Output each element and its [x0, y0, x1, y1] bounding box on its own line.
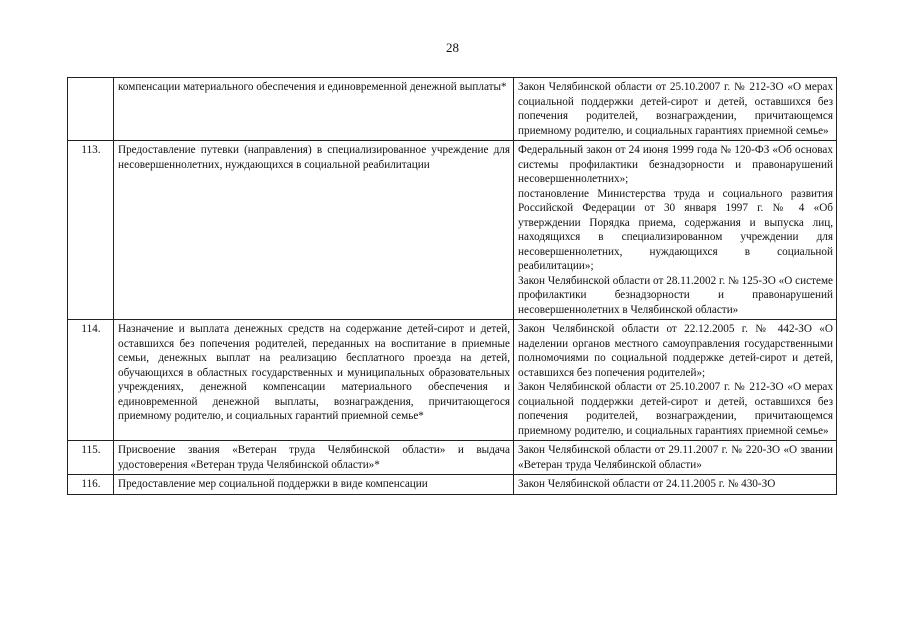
table-row	[68, 78, 837, 141]
legal-basis	[514, 475, 837, 495]
service-description: компенсации материального обеспечения и единовременной денежной выплаты*	[114, 78, 514, 141]
row-number: 116.	[68, 475, 114, 495]
services-table	[67, 77, 837, 495]
legal-act: постановление Министерства труда и социального развития Российской Федерации от 30 января 1997 г. № 4 «Об утверждении Порядка приема, содержания и выпуска лиц, находящихся в специализированном учреждении для несовершеннолетних, нуждающихся в социальной реабилитации»;	[518, 187, 833, 272]
table-row	[68, 441, 837, 475]
row-number: 113.	[68, 141, 114, 320]
service-description: Предоставление мер социальной поддержки в виде компенсации	[114, 475, 514, 495]
legal-act: Закон Челябинской области от 28.11.2002 г. № 125-ЗО «О системе профилактики безнадзорности и правонарушений несовершеннолетних в Челябинской области»	[518, 274, 833, 316]
legal-basis	[514, 320, 837, 441]
service-description: Предоставление путевки (направления) в специализированное учреждение для несовершеннолетних, нуждающихся в социальной реабилитации	[114, 141, 514, 320]
service-description: Присвоение звания «Ветеран труда Челябинской области» и выдача удостоверения «Ветеран труда Челябинской области»*	[114, 441, 514, 475]
legal-act: Закон Челябинской области от 22.12.2005 г. № 442-ЗО «О наделении органов местного самоуправления государственными полномочиями по социальной поддержке детей-сирот и детей, оставшихся без попечения родителей»;	[518, 323, 833, 379]
row-number: 115.	[68, 441, 114, 475]
legal-act: Закон Челябинской области от 24.11.2005 г. № 430-ЗО	[518, 478, 776, 490]
legal-act: Закон Челябинской области от 29.11.2007 г. № 220-ЗО «О звании «Ветеран труда Челябинской области»	[518, 444, 833, 471]
legal-basis	[514, 441, 837, 475]
legal-basis	[514, 78, 837, 141]
row-number: 114.	[68, 320, 114, 441]
table-row	[68, 320, 837, 441]
table-row	[68, 475, 837, 495]
service-description: Назначение и выплата денежных средств на содержание детей-сирот и детей, оставшихся без попечения родителей, переданных на воспитание в приемные семьи, денежных выплат на реализацию бесплатного проезда на детей, обучающихся в областных государственных и муниципальных образовательных учреждениях, денежной компенсации материального обеспечения и единовременной денежной выплаты, вознаграждения, причитающегося приемному родителю, и социальных гарантий приемной семье*	[114, 320, 514, 441]
legal-act: Федеральный закон от 24 июня 1999 года № 120-ФЗ «Об основах системы профилактики безнадзорности и правонарушений несовершеннолетних»;	[518, 144, 833, 185]
page-number: 28	[446, 40, 459, 55]
legal-basis	[514, 141, 837, 320]
row-number	[68, 78, 114, 141]
legal-act: Закон Челябинской области от 25.10.2007 г. № 212-ЗО «О мерах социальной поддержки детей-сирот и детей, оставшихся без попечения родителей, вознаграждении, причитающемся приемному родителю, и социальных гарантиях приемной семье»	[518, 81, 833, 137]
table-row	[68, 141, 837, 320]
legal-act: Закон Челябинской области от 25.10.2007 г. № 212-ЗО «О мерах социальной поддержки детей-сирот и детей, оставшихся без попечения родителей, вознаграждении, причитающемся приемному родителю, и социальных гарантиях приемной семье»	[518, 381, 833, 437]
